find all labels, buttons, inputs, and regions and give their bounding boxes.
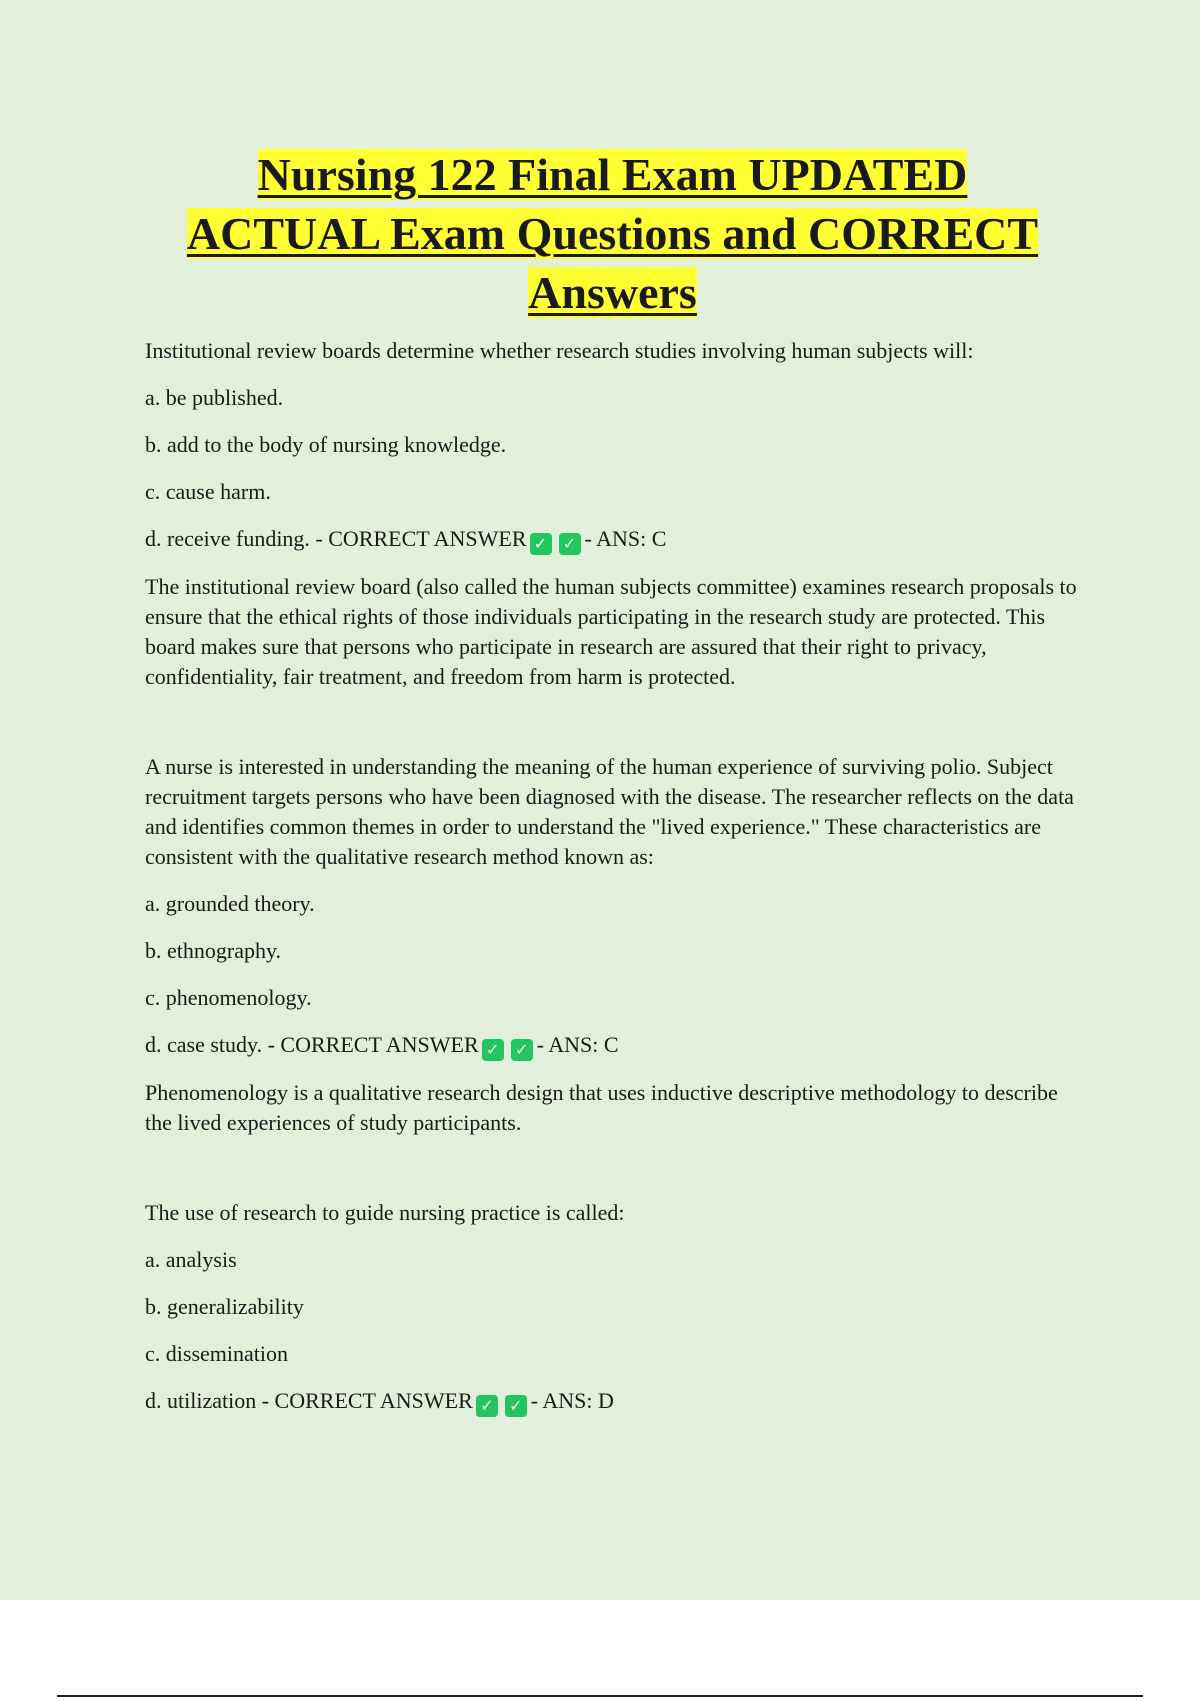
check-mark-icon: ✓: [511, 1039, 533, 1061]
answer-rationale: Phenomenology is a qualitative research design that uses inductive descriptive methodology to describe the lived experiences of study participants.: [145, 1080, 1058, 1135]
title-line-2: ACTUAL Exam Questions and CORRECT: [186, 208, 1039, 259]
section-spacer: [145, 709, 1080, 752]
question-stem: A nurse is interested in understanding the meaning of the human experience of surviving polio. Subject recruitment targets persons who have been diagnosed with the disease. The researcher reflects on the data and identifies common themes in order to understand the "lived experience." These characteristics are consistent with the qualitative research method known as:: [145, 754, 1074, 869]
answer-option: c. phenomenology.: [145, 985, 312, 1010]
answer-option-last: [145, 524, 1080, 555]
last-option-text: d. case study. - CORRECT ANSWER: [145, 1032, 479, 1057]
answer-option: b. add to the body of nursing knowledge.: [145, 432, 507, 457]
title-line-3: Answers: [528, 267, 697, 318]
check-mark-icon: ✓: [482, 1039, 504, 1061]
question-block: [145, 336, 1080, 692]
answer-key: - ANS: C: [536, 1032, 619, 1057]
document-content: [145, 145, 1080, 1434]
answer-rationale: The institutional review board (also called the human subjects committee) examines research proposals to ensure that the ethical rights of those individuals participating in the research study are protected. This board makes sure that persons who participate in research are assured that their right to privacy, confidentiality, fair treatment, and freedom from harm is protected.: [145, 574, 1077, 689]
answer-key: - ANS: D: [530, 1388, 614, 1413]
answer-key: - ANS: C: [584, 526, 667, 551]
check-mark-icon: ✓: [559, 533, 581, 555]
question-stem: The use of research to guide nursing practice is called:: [145, 1200, 625, 1225]
check-mark-icon: ✓: [530, 533, 552, 555]
answer-option-last: [145, 1030, 1080, 1061]
document-title: [145, 145, 1080, 322]
answer-option: b. ethnography.: [145, 938, 282, 963]
answer-option: a. analysis: [145, 1247, 237, 1272]
footer-divider: [57, 1695, 1143, 1697]
answer-option: a. be published.: [145, 385, 284, 410]
check-mark-icon: ✓: [476, 1395, 498, 1417]
question-block: [145, 1198, 1080, 1417]
last-option-text: d. utilization - CORRECT ANSWER: [145, 1388, 473, 1413]
section-spacer: [145, 1155, 1080, 1198]
title-line-1: Nursing 122 Final Exam UPDATED: [257, 149, 968, 200]
answer-option: c. dissemination: [145, 1341, 288, 1366]
question-block: [145, 752, 1080, 1138]
answer-option: c. cause harm.: [145, 479, 271, 504]
answer-option: a. grounded theory.: [145, 891, 315, 916]
question-stem: Institutional review boards determine whether research studies involving human subjects will:: [145, 338, 974, 363]
answer-option-last: [145, 1386, 1080, 1417]
check-mark-icon: ✓: [505, 1395, 527, 1417]
answer-option: b. generalizability: [145, 1294, 304, 1319]
last-option-text: d. receive funding. - CORRECT ANSWER: [145, 526, 527, 551]
